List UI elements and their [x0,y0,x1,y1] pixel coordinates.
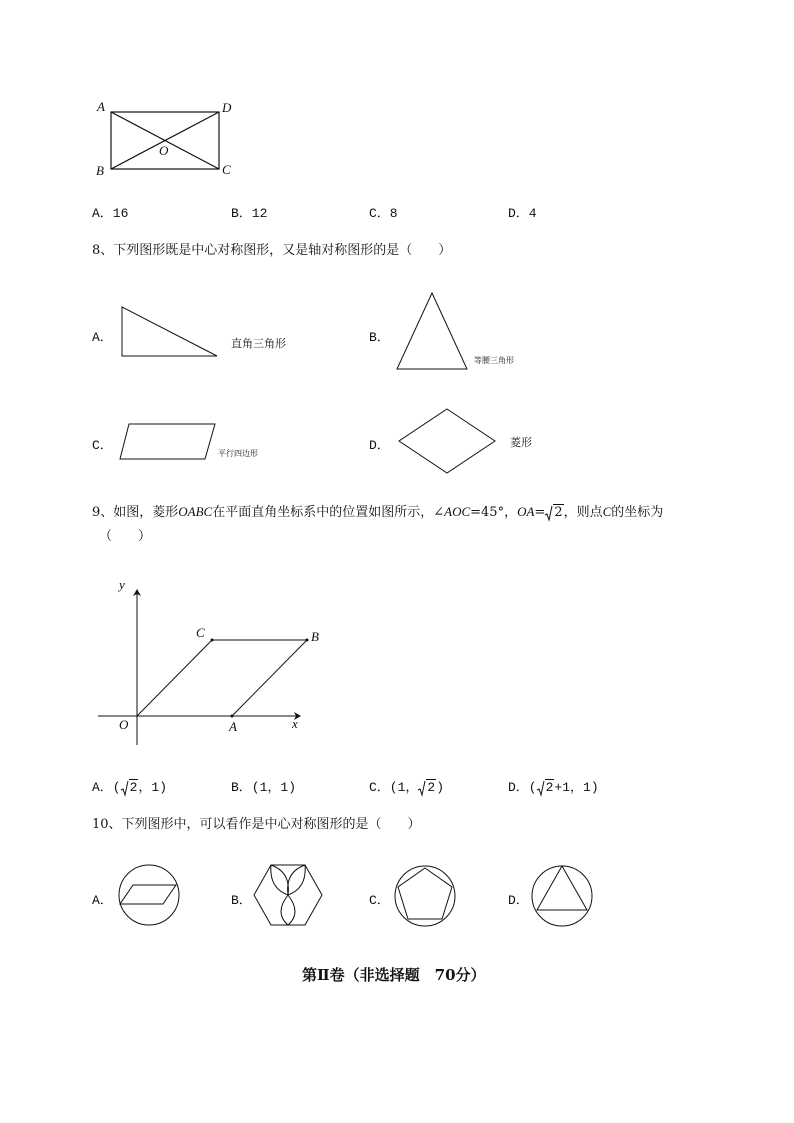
point-label-a: A [229,719,237,734]
sqrt-radicand: 2 [129,780,138,795]
q9-stem-rhombus-name: OABC [178,504,213,519]
vertex-label-d: D [222,100,232,115]
q7-option-d: D．4 [508,206,537,221]
center-label-o: O [159,143,169,158]
q9-option-c-part: C．(1， [369,780,419,795]
q8-option-a-label: A． [92,330,113,345]
q7-option-a: A．16 [92,206,129,221]
q10-stem: 10、下列图形中，可以看作是中心对称图形的是（ ） [92,817,421,832]
q9-option-c-part: ) [436,780,445,795]
point-label-b: B [311,629,319,644]
q9-option-d-part: D．( [508,780,537,795]
q9-stem-segment-name: OA [517,504,535,519]
q8-option-c-label: C． [92,438,113,453]
section-title: 第Ⅱ卷（非选择题 70分） [302,966,486,984]
q7-option-c: C．8 [369,206,398,221]
q9-option-d-part: +1，1) [554,780,599,795]
q8-option-d-label: D． [369,438,390,453]
q9-option-b: B．(1，1) [231,780,297,795]
q9-stem-point-name: C [602,504,612,519]
q9-stem-part: = [534,505,546,520]
q7-option-b: B．12 [231,206,268,221]
axis-label-y: y [119,577,125,592]
origin-label-o: O [119,717,129,732]
q8-option-c-caption: 平行四边形 [218,449,258,458]
axis-label-x: x [292,716,298,731]
q9-option-a-part: A．( [92,780,121,795]
q9-stem-part: 的坐标为 [611,505,664,520]
q9-stem-part: 9、如图，菱形 [92,505,179,520]
q8-option-d-caption: 菱形 [510,436,532,449]
q8-option-b-label: B． [369,330,390,345]
q8-option-b-caption: 等腰三角形 [474,356,514,365]
q9-stem-part: =45°， [470,505,518,520]
q9-stem-part: ，则点 [563,505,603,520]
vertex-label-c: C [222,162,231,177]
q10-option-d-label: D． [508,893,529,908]
point-label-c: C [196,625,205,640]
sqrt-radicand: 2 [427,780,436,795]
vertex-label-b: B [96,163,104,178]
q10-option-b-label: B． [231,893,252,908]
q9-stem-angle-name: AOC [444,504,471,519]
q9-answer-paren: （ ） [99,529,152,544]
vertex-label-a: A [97,99,105,114]
q8-stem: 8、下列图形既是中心对称图形，又是轴对称图形的是（ ） [92,243,452,258]
q8-option-a-caption: 直角三角形 [231,337,286,350]
sqrt-radicand: 2 [545,780,554,795]
q10-option-a-label: A． [92,893,113,908]
q10-option-c-label: C． [369,893,390,908]
sqrt-radicand: 2 [554,505,563,520]
q9-option-a-part: ，1) [138,780,168,795]
q9-stem-part: 在平面直角坐标系中的位置如图所示，∠ [212,505,445,520]
